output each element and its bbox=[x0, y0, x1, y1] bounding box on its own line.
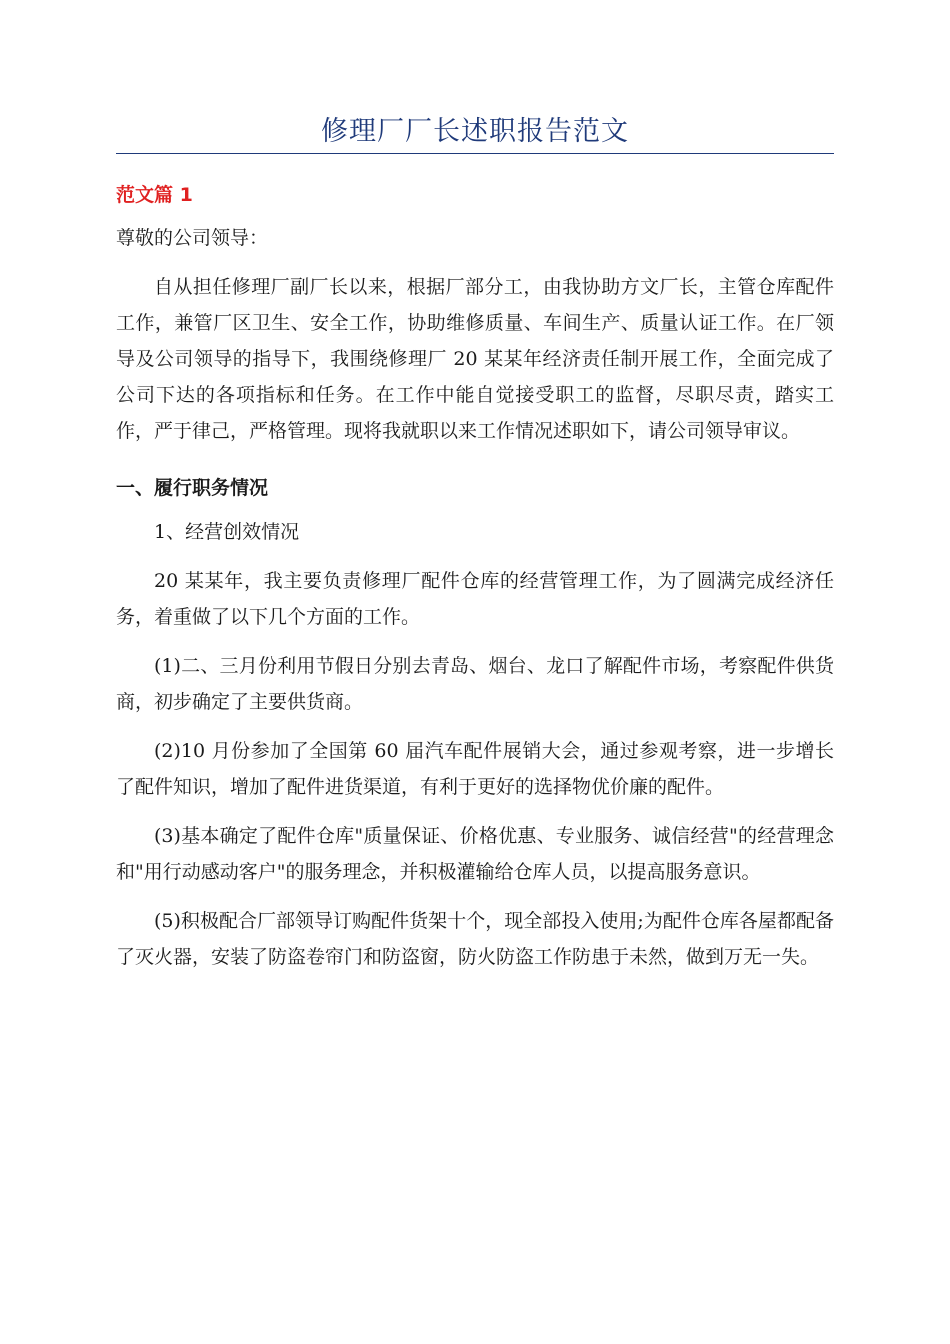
list-item-3: (3)基本确定了配件仓库"质量保证、价格优惠、专业服务、诚信经营"的经营理念和"用行动感动客户"的服务理念，并积极灌输给仓库人员，以提高服务意识。 bbox=[116, 825, 834, 883]
salutation: 尊敬的公司领导： bbox=[116, 227, 269, 249]
list-item-2: (2)10 月份参加了全国第 60 届汽车配件展销大会，通过参观考察，进一步增长了配件知识，增加了配件进货渠道，有利于更好的选择物优价廉的配件。 bbox=[116, 740, 834, 798]
list-item-1: (1)二、三月份利用节假日分别去青岛、烟台、龙口了解配件市场，考察配件供货商，初步确定了主要供货商。 bbox=[116, 655, 834, 713]
title-underline bbox=[116, 153, 834, 154]
section-label: 范文篇 1 bbox=[116, 184, 193, 206]
heading-duty-performance: 一、履行职务情况 bbox=[116, 477, 269, 499]
document-title: 修理厂厂长述职报告范文 bbox=[321, 116, 629, 147]
subheading-business-results: 1、经营创效情况 bbox=[154, 521, 300, 543]
paragraph-business-overview: 20 某某年，我主要负责修理厂配件仓库的经营管理工作，为了圆满完成经济任务，着重做了以下几个方面的工作。 bbox=[116, 570, 834, 628]
list-item-5: (5)积极配合厂部领导订购配件货架十个，现全部投入使用;为配件仓库各屋都配备了灭火器，安装了防盗卷帘门和防盗窗，防火防盗工作防患于未然，做到万无一失。 bbox=[116, 910, 834, 968]
document-page bbox=[116, 112, 834, 975]
intro-paragraph: 自从担任修理厂副厂长以来，根据厂部分工，由我协助方文厂长，主管仓库配件工作，兼管厂区卫生、安全工作，协助维修质量、车间生产、质量认证工作。在厂领导及公司领导的指导下，我围绕修理厂 20 某某年经济责任制开展工作，全面完成了公司下达的各项指标和任务。在工作中能自觉接受职工的监督，尽职尽责，踏实工作，严于律己，严格管理。现将我就职以来工作情况述职如下，请公司领导审议。 bbox=[116, 276, 834, 442]
